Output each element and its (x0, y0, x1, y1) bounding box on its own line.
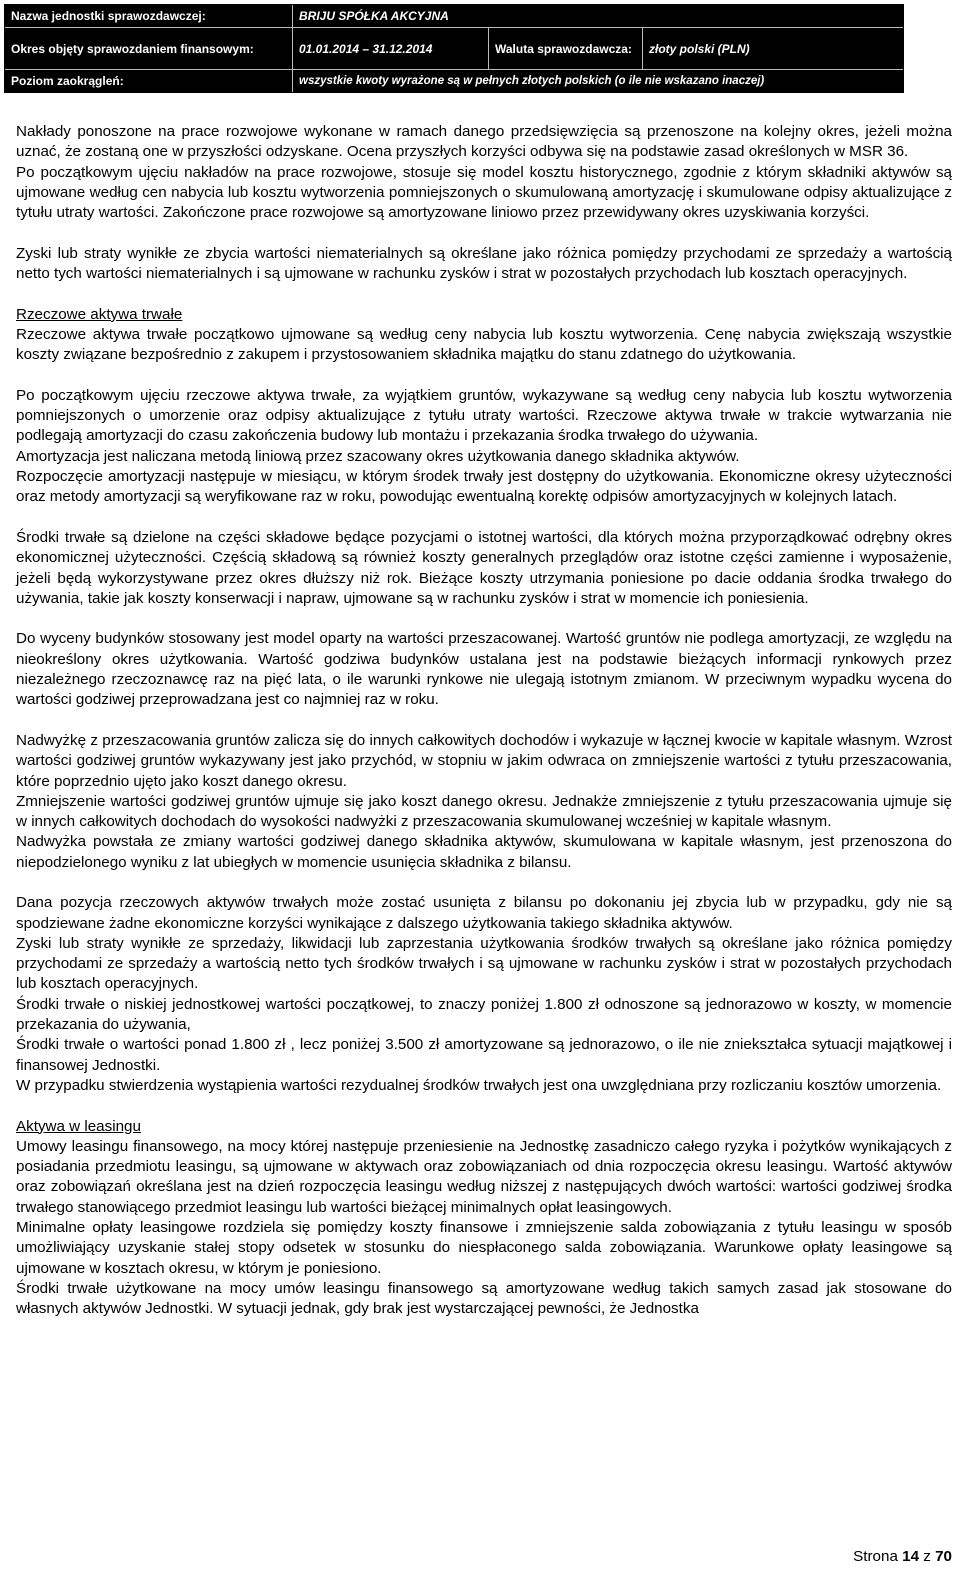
entity-label: Nazwa jednostki sprawozdawczej: (5, 5, 293, 27)
paragraph: Zmniejszenie wartości godziwej gruntów ujmuje się jako koszt danego okresu. Jednakże zmniejszenie z tytułu przeszacowania ujmuje się w innych całkowitych dochodach do wysokości nadwyżki z przeszacowania skumulowanej wcześniej w kapitale własnym. (16, 792, 952, 831)
section-heading-leasing: Aktywa w leasingu (16, 1117, 141, 1135)
page-number (853, 1548, 952, 1565)
header-row-rounding (5, 70, 903, 92)
entity-value: BRIJU SPÓŁKA AKCYJNA (293, 5, 903, 27)
paragraph: Środki trwałe użytkowane na mocy umów leasingu finansowego są amortyzowane według takich samych zasad jak stosowane do własnych aktywów Jednostki. W sytuacji jednak, gdy brak jest wystarczającej pewności, że Jednostka (16, 1279, 952, 1318)
paragraph: Środki trwałe o niskiej jednostkowej wartości początkowej, to znaczy poniżej 1.800 zł odnoszone są jednorazowo w koszty, w momencie przekazania do używania, (16, 995, 952, 1034)
paragraph: Amortyzacja jest naliczana metodą liniową przez szacowany okres użytkowania danego składnika aktywów. (16, 447, 740, 465)
paragraph: Nadwyżka powstała ze zmiany wartości godziwej danego składnika aktywów, skumulowana w kapitale własnym, jest przenoszona do niepodzielonego wyniku z lat ubiegłych w momencie usunięcia składnika z bilansu. (16, 833, 952, 871)
page-separator: z (923, 1548, 931, 1565)
paragraph: Środki trwałe o wartości ponad 1.800 zł , lecz poniżej 3.500 zł amortyzowane są jednorazowo, o ile nie zniekształca sytuacji majątkowej i finansowej Jednostki. (16, 1036, 952, 1074)
period-value: 01.01.2014 – 31.12.2014 (293, 28, 489, 69)
paragraph: W przypadku stwierdzenia wystąpienia wartości rezydualnej środków trwałych jest ona uwzględniana przy rozliczaniu kosztów umorzenia. (16, 1076, 942, 1094)
header-row-entity (5, 5, 903, 28)
paragraph: Umowy leasingu finansowego, na mocy której następuje przeniesienie na Jednostkę zasadniczo całego ryzyka i pożytków wynikających z posiadania przedmiotu leasingu, są ujmowane w aktywach oraz zobowiązaniach od dnia rozpoczęcia okresu leasingu. Wartość aktywów oraz zobowiązań określana jest na dzień rozpoczęcia leasingu według niższej z następujących dwóch wartości: wartości godziwej środka trwałego stanowiącego przedmiot leasingu lub wartości bieżącej minimalnych opłat leasingowych. (16, 1137, 952, 1216)
rounding-value: wszystkie kwoty wyrażone są w pełnych złotych polskich (o ile nie wskazano inaczej) (293, 70, 903, 92)
period-label: Okres objęty sprawozdaniem finansowym: (5, 28, 293, 69)
currency-value: złoty polski (PLN) (643, 28, 903, 69)
currency-label: Waluta sprawozdawcza: (489, 28, 643, 69)
paragraph: Rozpoczęcie amortyzacji następuje w miesiącu, w którym środek trwały jest dostępny do użytkowania. Ekonomiczne okresy użyteczności oraz metody amortyzacji są weryfikowane raz w roku, powodując ewentualną korektę odpisów amortyzacyjnych w kolejnych latach. (16, 468, 952, 506)
paragraph: Nakłady ponoszone na prace rozwojowe wykonane w ramach danego przedsięwzięcia są przenoszone na kolejny okres, jeżeli można uznać, że zostaną one w przyszłości odzyskane. Ocena przyszłych korzyści odbywa się na podstawie zasad określonych w MSR 36. (16, 123, 952, 161)
page-total: 70 (935, 1548, 952, 1565)
page-word: Strona (853, 1548, 898, 1565)
paragraph: Minimalne opłaty leasingowe rozdziela się pomiędzy koszty finansowe i zmniejszenie salda zobowiązania z tytułu leasingu w sposób umożliwiający uzyskanie stałej stopy odsetek w stosunku do niespłaconego salda zobowiązania. Warunkowe opłaty leasingowe są ujmowane w kosztach okresu, w którym je poniesiono. (16, 1219, 952, 1277)
paragraph: Nadwyżkę z przeszacowania gruntów zalicza się do innych całkowitych dochodów i wykazuje w łącznej kwocie w kapitale własnym. Wzrost wartości godziwej gruntów wykazywany jest jako przychód, w stopniu w jakim odwraca on zmniejszenie wartości z tytułu przeszacowania, które poprzednio ujęto jako koszt danego okresu. (16, 731, 952, 790)
header-row-period (5, 28, 903, 70)
section-heading-fixed-assets: Rzeczowe aktywa trwałe (16, 305, 183, 323)
page-current: 14 (902, 1548, 920, 1565)
paragraph: Zyski lub straty wynikłe ze sprzedaży, likwidacji lub zaprzestania użytkowania środków trwałych są określane jako różnica pomiędzy przychodami ze sprzedaży a wartością netto tych środków trwałych i są ujmowane w rachunku zysków i strat w pozostałych przychodach lub kosztach operacyjnych. (16, 934, 952, 993)
paragraph: Dana pozycja rzeczowych aktywów trwałych może zostać usunięta z bilansu po dokonaniu jej zbycia lub w przypadku, gdy nie są spodziewane żadne ekonomiczne korzyści wynikające z dalszego użytkowania takiego składnika aktywów. (16, 894, 952, 932)
paragraph: Po początkowym ujęciu nakładów na prace rozwojowe, stosuje się model kosztu historycznego, zgodnie z którym składniki aktywów są ujmowane według cen nabycia lub kosztu wytworzenia pomniejszonych o skumulowaną amortyzację i skumulowane odpisy aktualizujące z tytułu utraty wartości. Zakończone prace rozwojowe są amortyzowane liniowo przez przewidywany okres uzyskiwania korzyści. (16, 163, 952, 222)
paragraph: Zyski lub straty wynikłe ze zbycia wartości niematerialnych są określane jako różnica pomiędzy przychodami ze sprzedaży a wartością netto tych wartości niematerialnych i są ujmowane w rachunku zysków i strat w pozostałych przychodach lub kosztach operacyjnych. (16, 244, 952, 283)
document-body (16, 122, 952, 1320)
report-header (4, 4, 904, 93)
paragraph: Po początkowym ujęciu rzeczowe aktywa trwałe, za wyjątkiem gruntów, wykazywane są według ceny nabycia lub kosztu wytworzenia pomniejszonych o umorzenie oraz odpisy aktualizujące z tytułu utraty wartości. Rzeczowe aktywa trwałe w trakcie wytwarzania nie podlegają amortyzacji do czasu zakończenia budowy lub montażu i przekazania środka trwałego do używania. (16, 386, 952, 445)
rounding-label: Poziom zaokrągleń: (5, 70, 293, 92)
paragraph: Do wyceny budynków stosowany jest model oparty na wartości przeszacowanej. Wartość gruntów nie podlega amortyzacji, ze względu na nieokreślony okres użytkowania. Wartość godziwa budynków ustalana jest na podstawie bieżących informacji rynkowych przez niezależnego rzeczoznawcę raz na pięć lata, o ile warunki rynkowe nie ulegają istotnym zmianom. W przeciwnym wypadku wycena do wartości godziwej przeprowadzana jest co najmniej raz w roku. (16, 630, 952, 709)
paragraph: Środki trwałe są dzielone na części składowe będące pozycjami o istotnej wartości, dla których można przyporządkować odrębny okres ekonomicznej użyteczności. Częścią składową są również koszty generalnych przeglądów oraz istotne części zamienne i wyposażenie, jeżeli będą wykorzystywane przez okres dłuższy niż rok. Bieżące koszty utrzymania poniesione po dacie oddania środka trwałego do używania, takie jak koszty konserwacji i napraw, ujmowane są w rachunku zysków i strat w momencie ich poniesienia. (16, 528, 952, 607)
paragraph: Rzeczowe aktywa trwałe początkowo ujmowane są według ceny nabycia lub kosztu wytworzenia. Cenę nabycia zwiększają wszystkie koszty związane bezpośrednio z zakupem i przystosowaniem składnika majątku do stanu zdatnego do użytkowania. (16, 325, 952, 364)
